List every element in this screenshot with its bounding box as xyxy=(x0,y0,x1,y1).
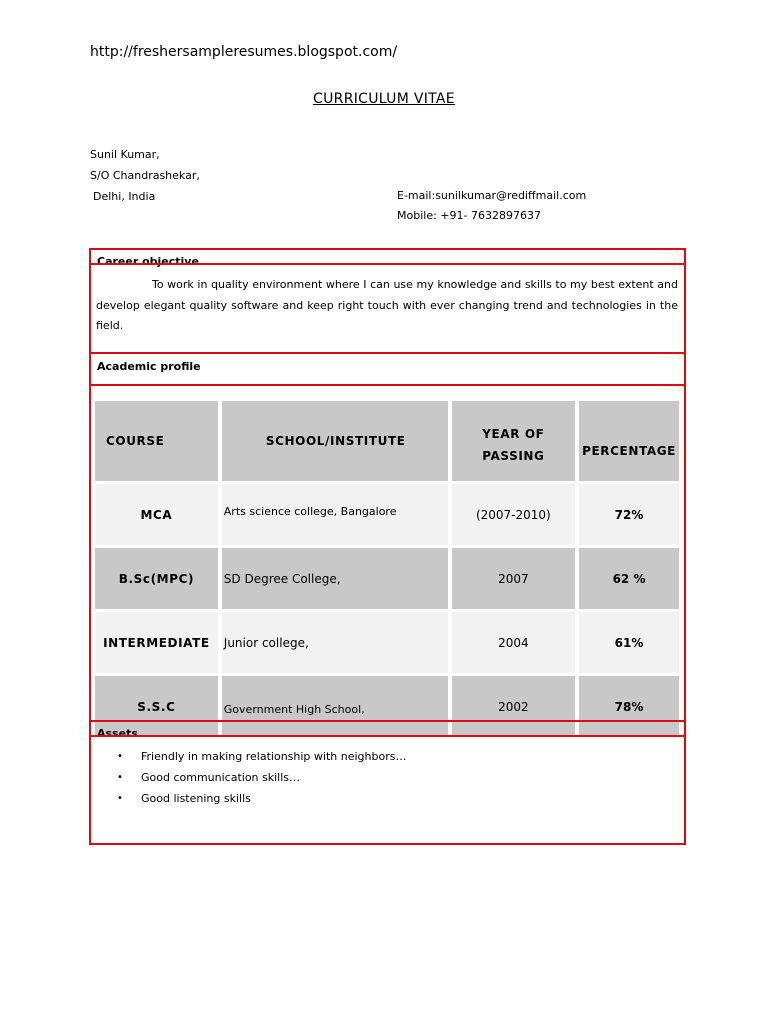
academic-table xyxy=(95,401,679,740)
mobile-text: Mobile: +91- 7632897637 xyxy=(397,209,541,222)
academic-profile-header xyxy=(89,352,686,386)
email-text: E-mail:sunilkumar@rediffmail.com xyxy=(397,189,587,202)
list-item xyxy=(105,767,406,788)
school-text: Government High School, xyxy=(223,703,365,716)
table-row xyxy=(95,548,679,612)
list-item xyxy=(105,746,406,767)
address-block xyxy=(90,144,200,207)
asset-text: Good communication skills… xyxy=(141,771,301,784)
year-cell: (2007-2010) xyxy=(452,484,579,548)
candidate-name: Sunil Kumar, xyxy=(90,148,160,161)
table-header-row xyxy=(95,401,679,484)
candidate-location: Delhi, India xyxy=(93,190,156,203)
course-cell: B.Sc(MPC) xyxy=(95,548,222,612)
percentage-cell: 61% xyxy=(579,612,679,676)
bullet-icon: • xyxy=(117,772,123,783)
candidate-relation: S/O Chandrashekar, xyxy=(90,169,200,182)
asset-text: Friendly in making relationship with neighbors… xyxy=(141,750,407,763)
course-cell: INTERMEDIATE xyxy=(95,612,222,676)
column-header-year-text: YEAR OF PASSING xyxy=(482,427,545,463)
year-cell: 2002 xyxy=(452,676,579,740)
year-cell: 2004 xyxy=(452,612,579,676)
column-header-percentage: PERCENTAGE xyxy=(579,401,679,484)
school-text: SD Degree College, xyxy=(223,571,341,586)
bullet-icon: • xyxy=(117,793,123,804)
assets-heading: Assets xyxy=(97,727,138,740)
school-text: Junior college, xyxy=(223,635,309,650)
school-cell xyxy=(222,612,452,676)
career-objective-heading: Career objective xyxy=(97,255,199,268)
course-cell: S.S.C xyxy=(95,676,222,740)
source-url: http://freshersampleresumes.blogspot.com/ xyxy=(90,44,398,60)
contact-block xyxy=(397,186,586,226)
percentage-cell: 72% xyxy=(579,484,679,548)
course-cell: MCA xyxy=(95,484,222,548)
page-title: CURRICULUM VITAE xyxy=(313,91,455,107)
bullet-icon: • xyxy=(117,751,123,762)
academic-profile-heading: Academic profile xyxy=(97,360,201,373)
school-cell xyxy=(222,484,452,548)
percentage-cell: 62 % xyxy=(579,548,679,612)
column-header-course: COURSE xyxy=(95,401,222,484)
school-text: Arts science college, Bangalore xyxy=(223,505,397,518)
asset-text: Good listening skills xyxy=(141,792,251,805)
column-header-year xyxy=(452,401,579,484)
list-item xyxy=(105,788,406,809)
career-objective-text: To work in quality environment where I can use my knowledge and skills to my best extent and develop elegant quality software and keep right touch with ever changing trend and technologies in the field. xyxy=(96,278,678,332)
year-cell: 2007 xyxy=(452,548,579,612)
column-header-school: SCHOOL/INSTITUTE xyxy=(222,401,452,484)
table-row xyxy=(95,484,679,548)
percentage-cell: 78% xyxy=(579,676,679,740)
table-row xyxy=(95,612,679,676)
assets-list xyxy=(105,746,406,809)
school-cell xyxy=(222,548,452,612)
